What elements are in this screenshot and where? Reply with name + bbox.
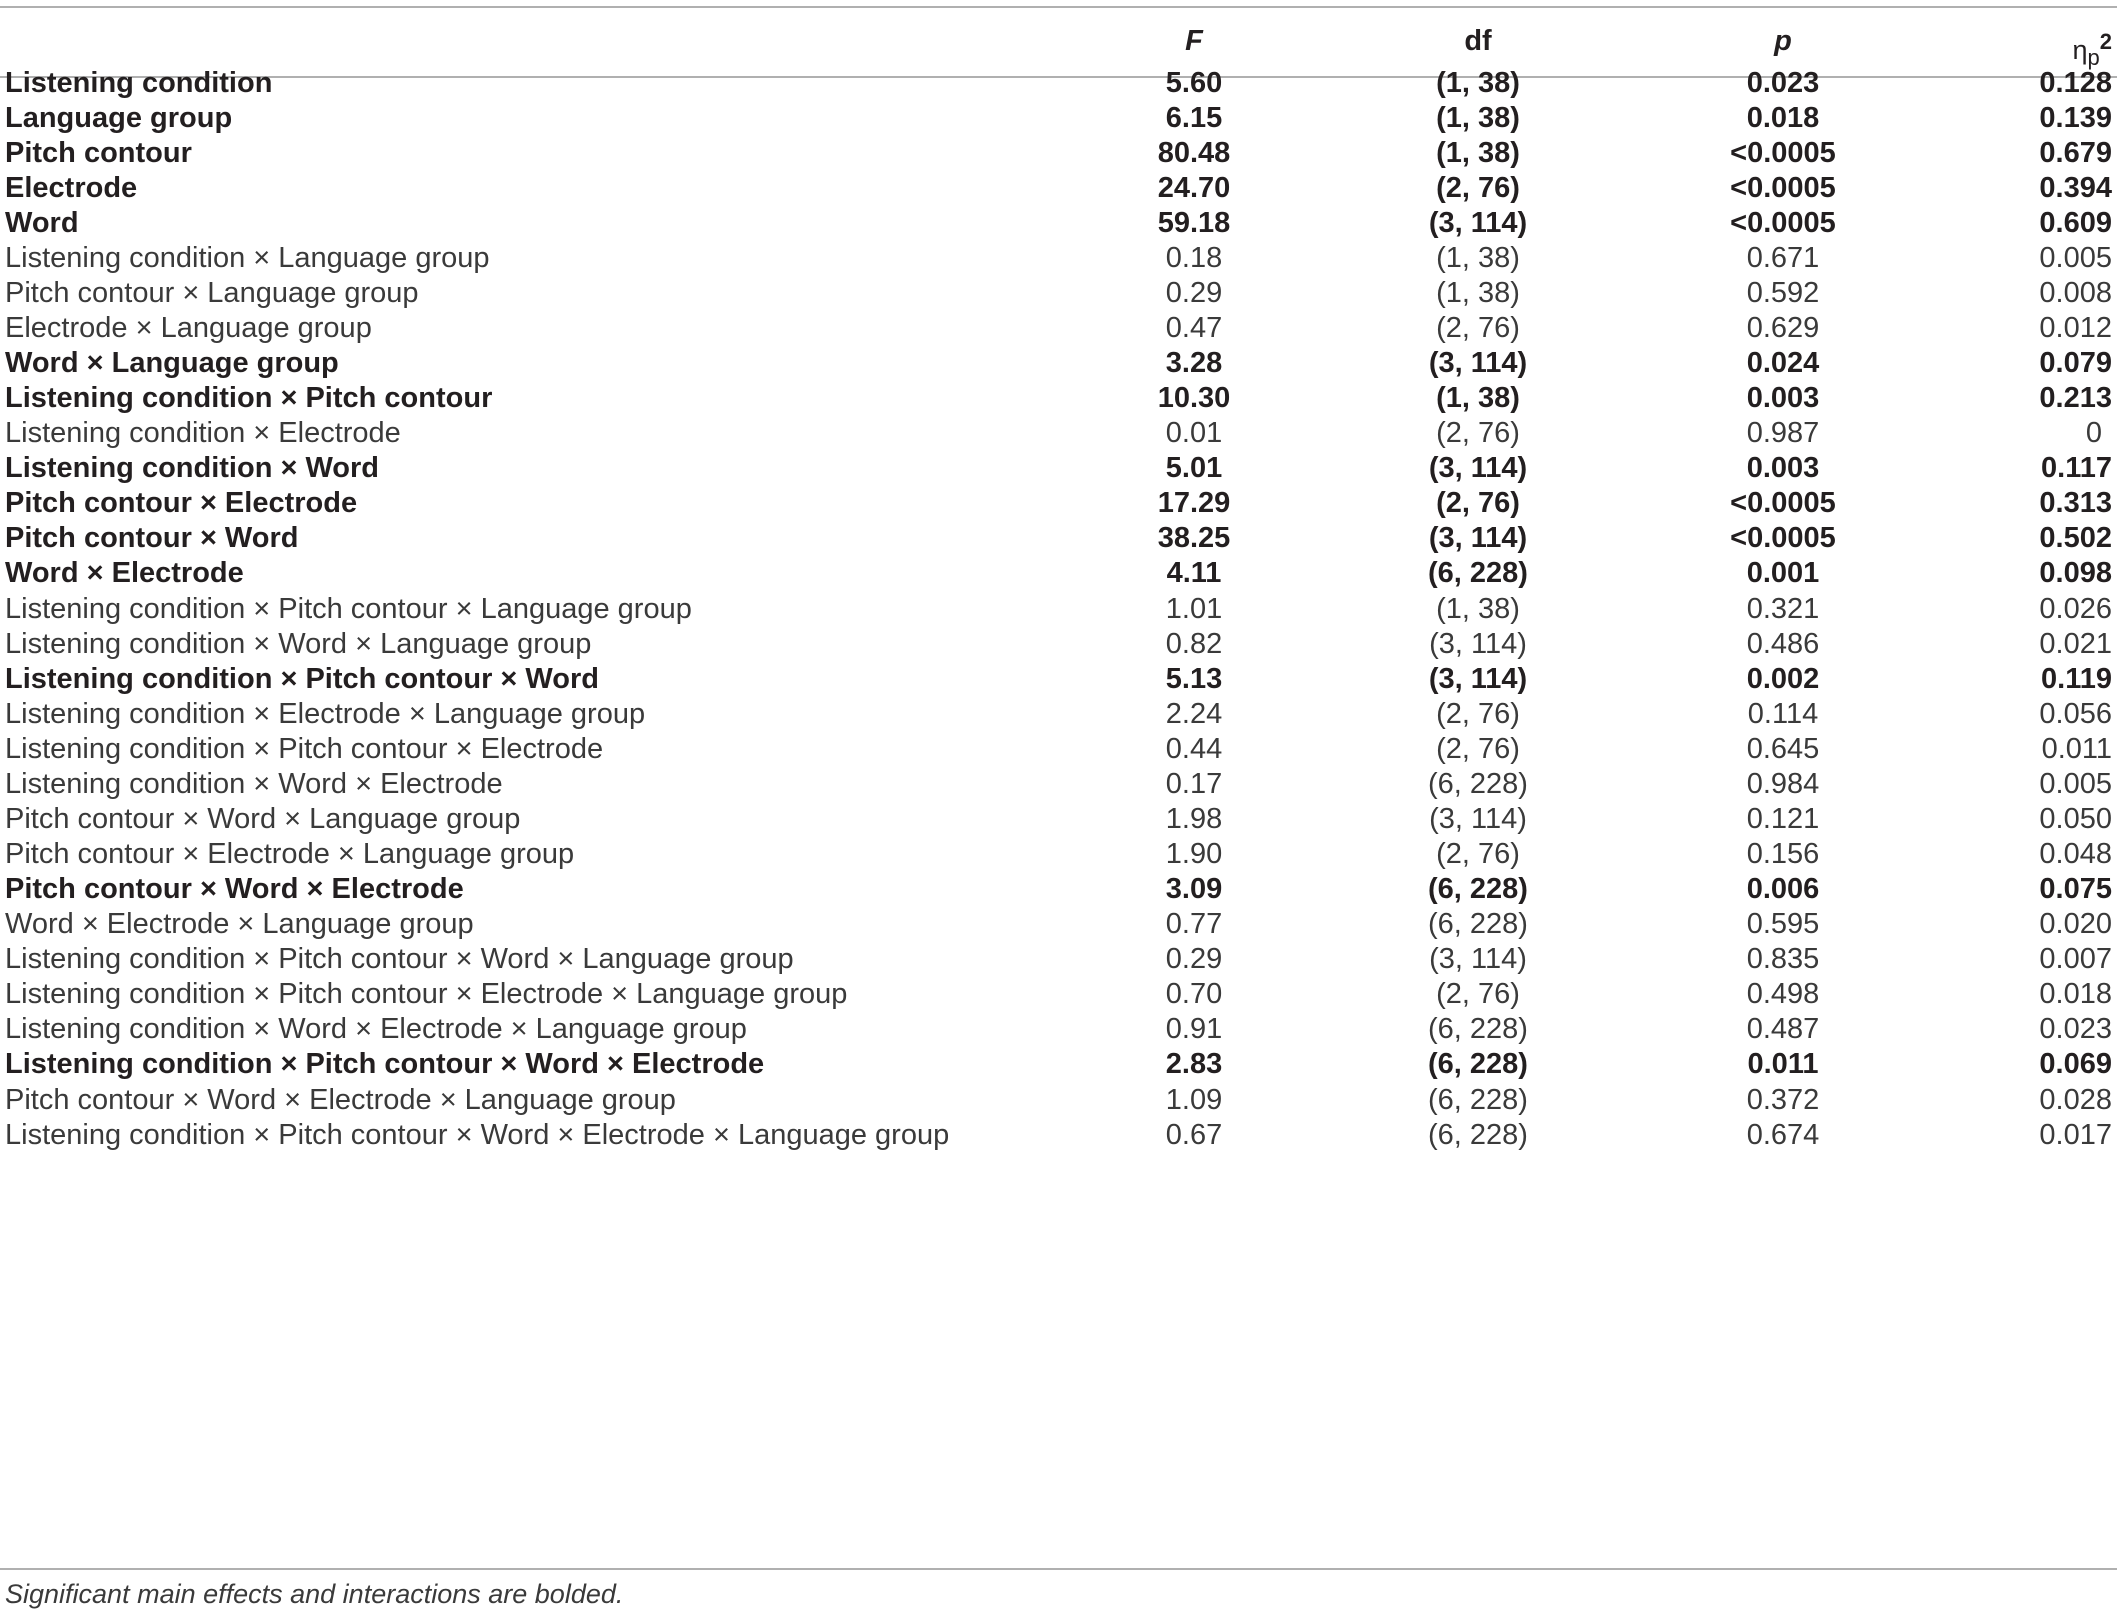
cell-p: 0.372 — [1746, 1083, 1820, 1116]
cell-df: (1, 38) — [1436, 241, 1520, 274]
cell-effect: Listening condition × Pitch contour × Electrode — [5, 732, 604, 765]
cell-f: 0.29 — [1165, 943, 1223, 976]
table-footnote: Significant main effects and interactions are bolded. — [5, 1579, 624, 1609]
cell-effect: Word — [5, 206, 79, 239]
cell-df: (2, 76) — [1436, 732, 1520, 765]
cell-p: <0.0005 — [1730, 487, 1836, 520]
cell-f: 2.83 — [1165, 1048, 1223, 1081]
cell-p: 0.984 — [1746, 767, 1820, 800]
cell-df: (6, 228) — [1428, 557, 1528, 590]
cell-f: 0.91 — [1165, 1013, 1223, 1046]
cell-df: (6, 228) — [1428, 767, 1528, 800]
cell-f: 4.11 — [1166, 557, 1222, 590]
cell-eta-squared: 0.023 — [2039, 1013, 2112, 1046]
cell-p: 0.006 — [1746, 873, 1820, 906]
cell-p: 0.595 — [1746, 908, 1820, 941]
cell-effect: Listening condition × Pitch contour × Electrode × Language group — [5, 978, 848, 1011]
cell-eta-squared: 0.679 — [2039, 136, 2112, 169]
cell-df: (1, 38) — [1436, 276, 1520, 309]
header-df: df — [1464, 25, 1492, 57]
cell-df: (1, 38) — [1436, 66, 1520, 99]
cell-effect: Electrode × Language group — [5, 311, 372, 344]
cell-eta-squared: 0.017 — [2039, 1118, 2112, 1151]
cell-effect: Pitch contour × Electrode — [5, 487, 358, 520]
cell-df: (3, 114) — [1429, 943, 1527, 976]
cell-effect: Electrode — [5, 171, 138, 204]
cell-df: (3, 114) — [1428, 347, 1528, 380]
table-header-row — [0, 18, 2117, 70]
cell-df: (6, 228) — [1428, 1083, 1528, 1116]
cell-eta-squared: 0.021 — [2039, 627, 2112, 660]
cell-eta-squared: 0.018 — [2039, 978, 2112, 1011]
header-eta-sup: 2 — [2099, 29, 2112, 54]
cell-effect: Listening condition × Electrode × Language group — [5, 697, 646, 730]
cell-eta-squared: 0.005 — [2039, 241, 2112, 274]
cell-f: 0.01 — [1165, 417, 1223, 450]
cell-eta-squared: 0.028 — [2039, 1083, 2112, 1116]
cell-f: 3.28 — [1165, 347, 1223, 380]
cell-eta-squared: 0.119 — [2041, 662, 2112, 695]
cell-df: (6, 228) — [1428, 1013, 1528, 1046]
cell-eta-squared: 0.079 — [2039, 347, 2112, 380]
table-bottom-rule — [0, 1568, 2117, 1570]
cell-eta-squared: 0.048 — [2039, 838, 2112, 871]
cell-p: 0.629 — [1746, 311, 1820, 344]
cell-effect: Listening condition × Electrode — [5, 417, 401, 450]
cell-p: 0.674 — [1746, 1118, 1820, 1151]
cell-df: (3, 114) — [1429, 802, 1527, 835]
cell-df: (1, 38) — [1436, 382, 1520, 415]
cell-df: (3, 114) — [1428, 452, 1528, 485]
cell-effect: Pitch contour × Word × Electrode — [5, 873, 464, 906]
cell-df: (3, 114) — [1428, 522, 1528, 555]
cell-eta-squared: 0.026 — [2039, 592, 2112, 625]
cell-p: 0.018 — [1746, 101, 1820, 134]
cell-df: (2, 76) — [1436, 311, 1520, 344]
cell-f: 0.18 — [1165, 241, 1223, 274]
cell-f: 0.67 — [1165, 1118, 1223, 1151]
cell-effect: Pitch contour × Word × Electrode × Language group — [5, 1083, 676, 1116]
cell-p: 0.835 — [1746, 943, 1820, 976]
cell-effect: Listening condition × Word × Electrode × Language group — [5, 1013, 747, 1046]
cell-f: 10.30 — [1157, 382, 1231, 415]
cell-df: (2, 76) — [1436, 417, 1520, 450]
cell-df: (2, 76) — [1436, 697, 1520, 730]
cell-eta-squared: 0.007 — [2039, 943, 2112, 976]
cell-eta-squared: 0.056 — [2039, 697, 2112, 730]
table-row — [0, 1112, 2117, 1159]
cell-effect: Listening condition × Pitch contour × Word — [5, 662, 599, 695]
cell-df: (1, 38) — [1436, 101, 1520, 134]
cell-effect: Pitch contour × Language group — [5, 276, 419, 309]
cell-effect: Listening condition — [5, 66, 273, 99]
cell-p: 0.023 — [1746, 66, 1820, 99]
cell-p: 0.671 — [1746, 241, 1820, 274]
cell-p: 0.592 — [1746, 276, 1820, 309]
cell-f: 17.29 — [1157, 487, 1231, 520]
header-eta-sub: p — [2087, 45, 2100, 70]
cell-df: (1, 38) — [1436, 592, 1520, 625]
cell-df: (2, 76) — [1436, 838, 1520, 871]
cell-eta-squared: 0.394 — [2039, 171, 2112, 204]
cell-p: 0.114 — [1747, 697, 1819, 730]
cell-f: 6.15 — [1165, 101, 1223, 134]
cell-eta-squared: 0.098 — [2039, 557, 2112, 590]
cell-f: 38.25 — [1157, 522, 1231, 555]
cell-effect: Language group — [5, 101, 233, 134]
cell-df: (6, 228) — [1428, 1048, 1528, 1081]
cell-f: 59.18 — [1157, 206, 1231, 239]
cell-df: (2, 76) — [1436, 487, 1520, 520]
cell-eta-squared: 0.313 — [2039, 487, 2112, 520]
cell-p: 0.003 — [1746, 452, 1820, 485]
cell-effect: Listening condition × Pitch contour × Word × Language group — [5, 943, 794, 976]
cell-f: 0.47 — [1165, 311, 1223, 344]
cell-f: 1.01 — [1165, 592, 1223, 625]
cell-effect: Listening condition × Pitch contour × Language group — [5, 592, 692, 625]
cell-effect: Listening condition × Pitch contour × Word × Electrode — [5, 1048, 765, 1081]
cell-eta-squared: 0.011 — [2041, 732, 2112, 765]
cell-effect: Pitch contour — [5, 136, 192, 169]
cell-df: (1, 38) — [1436, 136, 1520, 169]
cell-eta-squared: 0.008 — [2039, 276, 2112, 309]
cell-p: 0.486 — [1746, 627, 1820, 660]
cell-df: (2, 76) — [1436, 171, 1520, 204]
cell-p: 0.487 — [1746, 1013, 1820, 1046]
cell-f: 0.77 — [1165, 908, 1223, 941]
cell-p: 0.001 — [1746, 557, 1820, 590]
table-top-rule — [0, 6, 2117, 8]
cell-f: 3.09 — [1165, 873, 1223, 906]
cell-df: (3, 114) — [1429, 627, 1527, 660]
cell-df: (6, 228) — [1428, 873, 1528, 906]
cell-p: 0.987 — [1746, 417, 1820, 450]
cell-effect: Listening condition × Word × Language group — [5, 627, 592, 660]
cell-p: 0.002 — [1746, 662, 1820, 695]
cell-f: 1.98 — [1165, 802, 1223, 835]
cell-f: 2.24 — [1165, 697, 1223, 730]
cell-df: (6, 228) — [1428, 1118, 1528, 1151]
header-f: F — [1185, 25, 1203, 57]
cell-effect: Listening condition × Pitch contour × Word × Electrode × Language group — [5, 1118, 950, 1151]
cell-f: 24.70 — [1157, 171, 1231, 204]
cell-f: 0.29 — [1165, 276, 1223, 309]
cell-eta-squared: 0.005 — [2039, 767, 2112, 800]
cell-p: <0.0005 — [1730, 171, 1836, 204]
cell-effect: Listening condition × Pitch contour — [5, 382, 493, 415]
cell-f: 5.60 — [1165, 66, 1223, 99]
cell-effect: Pitch contour × Electrode × Language group — [5, 838, 575, 871]
cell-df: (3, 114) — [1428, 206, 1528, 239]
cell-f: 5.13 — [1165, 662, 1223, 695]
cell-f: 80.48 — [1157, 136, 1231, 169]
cell-effect: Pitch contour × Word — [5, 522, 299, 555]
cell-df: (3, 114) — [1428, 662, 1528, 695]
header-p: p — [1774, 25, 1792, 57]
cell-effect: Word × Language group — [5, 347, 339, 380]
cell-f: 0.82 — [1165, 627, 1223, 660]
cell-eta-squared: 0.117 — [2041, 452, 2112, 485]
cell-f: 5.01 — [1165, 452, 1223, 485]
cell-eta-squared: 0.050 — [2039, 802, 2112, 835]
cell-eta-squared: 0.020 — [2039, 908, 2112, 941]
cell-p: 0.321 — [1746, 592, 1820, 625]
cell-effect: Word × Electrode × Language group — [5, 908, 474, 941]
cell-eta-squared: 0.012 — [2039, 311, 2112, 344]
cell-effect: Pitch contour × Word × Language group — [5, 802, 521, 835]
header-eta-symbol: η — [2072, 35, 2088, 65]
cell-f: 0.70 — [1165, 978, 1223, 1011]
cell-eta-squared: 0.139 — [2039, 101, 2112, 134]
cell-p: 0.498 — [1746, 978, 1820, 1011]
cell-p: 0.156 — [1746, 838, 1820, 871]
cell-df: (2, 76) — [1436, 978, 1520, 1011]
cell-effect: Listening condition × Word × Electrode — [5, 767, 503, 800]
cell-f: 1.90 — [1165, 838, 1223, 871]
cell-p: 0.024 — [1746, 347, 1820, 380]
cell-eta-squared: 0.128 — [2039, 66, 2112, 99]
cell-eta-squared: 0.609 — [2039, 206, 2112, 239]
cell-p: 0.011 — [1747, 1048, 1819, 1081]
cell-eta-squared: 0.075 — [2039, 873, 2112, 906]
cell-f: 0.17 — [1165, 767, 1223, 800]
cell-effect: Listening condition × Language group — [5, 241, 490, 274]
cell-eta-squared: 0.502 — [2039, 522, 2112, 555]
cell-p: 0.121 — [1746, 802, 1820, 835]
cell-effect: Listening condition × Word — [5, 452, 380, 485]
cell-p: <0.0005 — [1730, 136, 1836, 169]
cell-p: <0.0005 — [1730, 522, 1836, 555]
cell-eta-squared: 0.213 — [2039, 382, 2112, 415]
cell-f: 0.44 — [1165, 732, 1223, 765]
cell-p: <0.0005 — [1730, 206, 1836, 239]
cell-p: 0.645 — [1746, 732, 1820, 765]
cell-f: 1.09 — [1165, 1083, 1223, 1116]
cell-p: 0.003 — [1746, 382, 1820, 415]
cell-effect: Word × Electrode — [5, 557, 244, 590]
cell-eta-squared: 0 — [2085, 417, 2102, 450]
cell-df: (6, 228) — [1428, 908, 1528, 941]
cell-eta-squared: 0.069 — [2039, 1048, 2112, 1081]
